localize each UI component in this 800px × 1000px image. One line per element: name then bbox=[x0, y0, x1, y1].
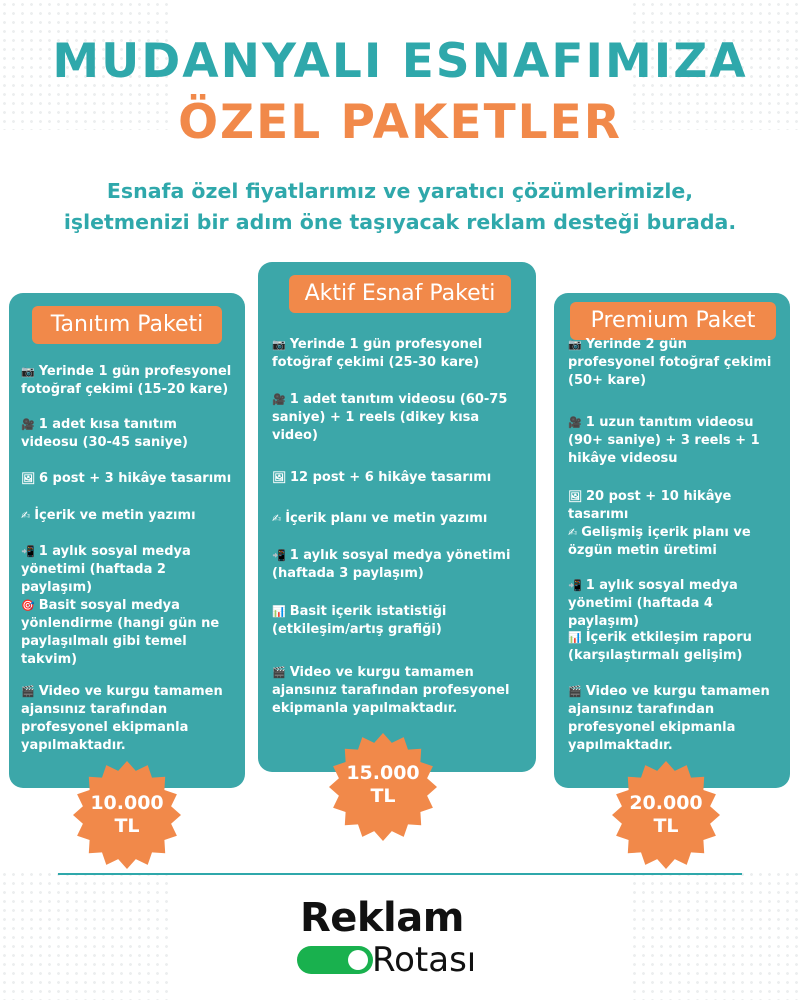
page-title-line2: ÖZEL PAKETLER bbox=[178, 95, 622, 150]
feature-item bbox=[272, 510, 524, 528]
feature-item bbox=[568, 336, 778, 390]
feature-text: 6 post + 3 hikâye tasarımı bbox=[38, 471, 232, 486]
feature-text: İçerik ve metin yazımı bbox=[34, 508, 196, 523]
feature-item bbox=[272, 547, 524, 583]
brand-logo-line2: Rotası bbox=[372, 940, 477, 980]
writing-hand-icon: ✍ bbox=[272, 512, 282, 525]
feature-text: Yerinde 2 gün profesyonel fotoğraf çekimi (50+ kare) bbox=[568, 337, 772, 388]
camera-icon: 📷 bbox=[568, 338, 582, 351]
feature-item bbox=[21, 507, 233, 525]
feature-item bbox=[568, 577, 778, 631]
feature-text: 1 uzun tanıtım videosu (90+ saniye) + 3 reels + 1 hikâye videosu bbox=[568, 415, 760, 466]
dot-pattern-decoration bbox=[0, 870, 170, 1000]
price-currency: TL bbox=[370, 785, 396, 807]
subtitle-line1: Esnafa özel fiyatlarımız ve yaratıcı çözümlerimizle, bbox=[106, 179, 694, 203]
feature-text: Video ve kurgu tamamen ajansınız tarafından profesyonel ekipmanla yapılmaktadır. bbox=[568, 684, 770, 753]
feature-text: 1 aylık sosyal medya yönetimi (haftada 2 paylaşım) bbox=[21, 544, 191, 595]
video-camera-icon: 🎥 bbox=[272, 393, 286, 406]
price-badge-aktif bbox=[328, 732, 438, 842]
mobile-phone-icon: 📲 bbox=[21, 545, 35, 558]
feature-item bbox=[568, 683, 778, 755]
price-currency: TL bbox=[114, 815, 140, 837]
price-badge-premium bbox=[611, 760, 721, 870]
feature-text: 1 adet kısa tanıtım videosu (30-45 saniye) bbox=[21, 417, 189, 450]
feature-item bbox=[568, 629, 778, 665]
target-icon: 🎯 bbox=[21, 599, 35, 612]
page-title-line1: MUDANYALI ESNAFIMIZA bbox=[52, 34, 748, 89]
feature-item bbox=[21, 543, 233, 597]
bar-chart-icon: 📊 bbox=[568, 631, 582, 644]
feature-text: Gelişmiş içerik planı ve özgün metin üretimi bbox=[568, 525, 751, 558]
divider bbox=[58, 873, 742, 875]
feature-item bbox=[568, 414, 778, 468]
writing-hand-icon: ✍ bbox=[568, 526, 578, 539]
feature-item bbox=[21, 363, 233, 399]
feature-text: Basit sosyal medya yönlendirme (hangi gün ne paylaşılmalı gibi temel takvim) bbox=[21, 598, 220, 667]
feature-item bbox=[272, 336, 524, 372]
video-camera-icon: 🎥 bbox=[21, 418, 35, 431]
feature-item bbox=[568, 488, 778, 524]
camera-icon: 📷 bbox=[21, 365, 35, 378]
toggle-logo-icon bbox=[297, 946, 373, 974]
package-title-aktif: Aktif Esnaf Paketi bbox=[289, 275, 511, 313]
camera-icon: 📷 bbox=[272, 338, 286, 351]
feature-item bbox=[21, 683, 233, 755]
bar-chart-icon: 📊 bbox=[272, 605, 286, 618]
clapper-icon: 🎬 bbox=[21, 685, 35, 698]
package-title-premium: Premium Paket bbox=[570, 302, 776, 340]
dot-pattern-decoration bbox=[630, 870, 800, 1000]
feature-text: İçerik planı ve metin yazımı bbox=[285, 511, 488, 526]
image-icon: 🖼 bbox=[21, 472, 35, 485]
feature-item bbox=[21, 470, 233, 488]
price-amount: 15.000 bbox=[346, 762, 420, 784]
price-amount: 10.000 bbox=[90, 792, 164, 814]
price-amount: 20.000 bbox=[629, 792, 703, 814]
feature-item bbox=[21, 416, 233, 452]
writing-hand-icon: ✍ bbox=[21, 509, 31, 522]
feature-text: 1 aylık sosyal medya yönetimi (haftada 4 paylaşım) bbox=[568, 578, 738, 629]
feature-text: 20 post + 10 hikâye tasarımı bbox=[568, 489, 732, 522]
package-title-tanitim: Tanıtım Paketi bbox=[32, 306, 222, 344]
price-badge-tanitim bbox=[72, 760, 182, 870]
feature-item bbox=[21, 597, 233, 669]
subtitle-line2: işletmenizi bir adım öne taşıyacak reklam desteği burada. bbox=[63, 210, 737, 234]
clapper-icon: 🎬 bbox=[272, 666, 286, 679]
feature-text: Video ve kurgu tamamen ajansınız tarafından profesyonel ekipmanla yapılmaktadır. bbox=[21, 684, 223, 753]
feature-item bbox=[568, 524, 778, 560]
feature-item bbox=[272, 469, 524, 487]
feature-text: Yerinde 1 gün profesyonel fotoğraf çekimi (15-20 kare) bbox=[21, 364, 232, 397]
brand-logo-line1: Reklam bbox=[300, 895, 464, 941]
feature-text: Video ve kurgu tamamen ajansınız tarafından profesyonel ekipmanla yapılmaktadır. bbox=[272, 665, 510, 716]
feature-text: Basit içerik istatistiği (etkileşim/artış grafiği) bbox=[272, 604, 447, 637]
feature-text: 1 adet tanıtım videosu (60-75 saniye) + 1 reels (dikey kısa video) bbox=[272, 392, 508, 443]
feature-item bbox=[272, 603, 524, 639]
feature-item bbox=[272, 664, 524, 718]
clapper-icon: 🎬 bbox=[568, 685, 582, 698]
feature-text: 1 aylık sosyal medya yönetimi (haftada 3 paylaşım) bbox=[272, 548, 511, 581]
mobile-phone-icon: 📲 bbox=[272, 549, 286, 562]
price-currency: TL bbox=[653, 815, 679, 837]
feature-text: Yerinde 1 gün profesyonel fotoğraf çekimi (25-30 kare) bbox=[272, 337, 483, 370]
feature-text: 12 post + 6 hikâye tasarımı bbox=[289, 470, 492, 485]
video-camera-icon: 🎥 bbox=[568, 416, 582, 429]
image-icon: 🖼 bbox=[568, 490, 582, 503]
feature-text: İçerik etkileşim raporu (karşılaştırmalı gelişim) bbox=[568, 630, 752, 663]
subtitle bbox=[0, 176, 800, 238]
mobile-phone-icon: 📲 bbox=[568, 579, 582, 592]
image-icon: 🖼 bbox=[272, 471, 286, 484]
feature-item bbox=[272, 391, 524, 445]
